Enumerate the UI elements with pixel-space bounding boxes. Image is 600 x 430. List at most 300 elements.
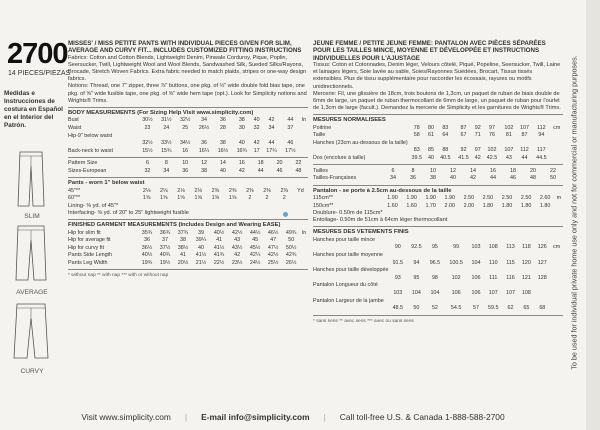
row-label: Back-neck to waist — [68, 147, 113, 154]
table-cell: 85 — [428, 147, 435, 154]
table-cell: 87 — [521, 132, 528, 139]
table-row — [68, 140, 308, 148]
table-cell: 128 — [537, 274, 547, 281]
table-cell — [454, 140, 472, 148]
table-cell — [550, 275, 563, 283]
finished-measurements-table — [68, 229, 308, 267]
table-cell — [389, 267, 408, 275]
table-cell — [534, 290, 550, 298]
pants-yardage-header: Pants - worn 1" below waist — [68, 180, 145, 187]
row-label — [313, 290, 389, 298]
table-cell: 83 — [442, 124, 449, 131]
table-cell — [468, 237, 484, 245]
row-label: Hanches pour taille développée — [313, 267, 389, 274]
table-cell: 16¾ — [236, 147, 248, 154]
table-cell: 112 — [537, 124, 546, 131]
table-cell — [195, 132, 214, 140]
row-label: 150cm** — [313, 202, 334, 209]
table-cell: 92.5 — [411, 244, 422, 251]
table-cell: 23½ — [231, 259, 243, 266]
table-cell: 107 — [504, 147, 514, 154]
table-cell: 108 — [521, 290, 531, 297]
table-cell: 2⅜ — [246, 187, 254, 194]
table-cell: 17¼ — [266, 147, 277, 154]
table-cell: 42½ — [231, 229, 243, 236]
table-cell: 54.5 — [450, 305, 462, 312]
table-cell: 95 — [413, 274, 420, 281]
table-cell — [484, 267, 503, 275]
slim-pants-drawing — [2, 148, 60, 210]
table-cell: cm — [553, 124, 561, 131]
table-cell — [532, 140, 550, 148]
table-cell: 42 — [268, 117, 275, 124]
table-cell: 37 — [287, 125, 294, 131]
table-cell: 49¾ — [285, 229, 297, 236]
table-cell: 46½ — [267, 229, 279, 236]
table-cell: 32 — [144, 167, 151, 174]
table-cell: 78 — [413, 124, 420, 131]
table-cell — [503, 297, 519, 305]
table-cell: 1.90 — [444, 195, 456, 202]
table-cell: 42 — [470, 175, 476, 182]
table-cell: 106 — [451, 290, 461, 297]
table-cell: 1.70 — [425, 202, 436, 209]
table-cell — [534, 252, 550, 260]
curvy-label: CURVY — [20, 368, 44, 375]
table-cell: 25 — [182, 125, 189, 131]
table-cell: 40 — [428, 155, 435, 162]
table-cell: 2.60 — [539, 195, 551, 202]
table-cell: 14 — [470, 167, 476, 174]
table-cell: 28 — [219, 125, 226, 131]
table-cell — [518, 252, 534, 260]
table-row — [68, 195, 308, 203]
table-cell: 17 — [253, 147, 260, 154]
table-cell: 102 — [504, 124, 514, 131]
table-cell: 62 — [507, 305, 514, 312]
row-label: Pants Side Length — [68, 252, 113, 259]
table-cell: 115 — [506, 259, 515, 266]
table-cell: 36 — [201, 140, 208, 147]
table-row — [313, 259, 563, 267]
table-cell: 1⅝ — [194, 195, 202, 202]
table-cell — [426, 252, 445, 260]
table-cell: 107 — [488, 290, 498, 297]
row-label: Poitrine — [313, 124, 332, 131]
table-cell: 113 — [506, 244, 515, 251]
table-cell: 2.00 — [444, 202, 456, 209]
table-cell: 46 — [276, 167, 283, 174]
table-row — [313, 132, 563, 140]
doublure-text: Doublure- 0.50m de 115cm* — [313, 210, 383, 217]
table-cell — [550, 132, 563, 140]
table-cell: 25½ — [267, 259, 279, 266]
table-cell: 1.90 — [406, 195, 417, 202]
entoilage-text: Entoilage- 0.50m de 51cm à 64cm léger thermocollant — [313, 217, 448, 224]
table-cell: 15¾ — [161, 147, 172, 154]
table-cell: 16½ — [217, 147, 229, 154]
table-cell: In — [301, 117, 307, 124]
pantalon-table — [313, 195, 563, 210]
row-label — [313, 147, 408, 155]
table-cell — [300, 237, 308, 245]
finis-table — [313, 237, 563, 313]
table-cell — [426, 237, 445, 245]
table-cell — [550, 252, 563, 260]
french-column — [313, 40, 563, 325]
table-cell: 22½ — [213, 259, 225, 266]
table-cell: 37½ — [159, 244, 171, 251]
table-cell: 50 — [288, 237, 295, 244]
table-cell — [281, 132, 300, 140]
table-cell: 24 — [163, 125, 170, 131]
table-cell — [300, 125, 308, 133]
table-cell — [550, 155, 563, 163]
table-cell — [138, 132, 157, 140]
table-cell — [550, 140, 563, 148]
table-cell: 22 — [295, 160, 302, 167]
table-cell: 50 — [550, 175, 556, 182]
table-cell: 44 — [490, 175, 496, 182]
table-cell: 2⅛ — [194, 187, 202, 194]
table-cell: 67 — [460, 132, 467, 139]
row-label: Hip for average fit — [68, 237, 111, 244]
table-cell: 21½ — [195, 259, 207, 266]
table-cell — [473, 140, 483, 148]
table-cell: 36 — [144, 237, 150, 244]
table-row — [313, 267, 563, 275]
table-cell: 40 — [450, 175, 456, 182]
slim-label: SLIM — [24, 213, 40, 220]
table-row — [313, 155, 563, 163]
table-cell: 2⅜ — [263, 187, 271, 194]
table-row — [313, 147, 563, 155]
table-cell — [517, 140, 533, 148]
table-cell — [534, 267, 550, 275]
table-cell: 35¾ — [141, 229, 153, 236]
row-label: Pantalon Largeur de la jambe — [313, 297, 384, 304]
table-cell: 58 — [413, 132, 420, 139]
table-cell: 1.80 — [501, 202, 513, 209]
table-cell: 2⅜ — [211, 187, 220, 194]
table-cell: 19½ — [159, 259, 171, 266]
table-cell: 12 — [450, 167, 456, 174]
table-cell — [484, 297, 503, 305]
table-cell — [407, 297, 426, 305]
table-cell — [444, 237, 468, 245]
table-cell: 104 — [430, 290, 440, 297]
table-cell: 19¾ — [141, 259, 153, 266]
table-cell — [484, 237, 503, 245]
table-cell: 1.80 — [539, 202, 551, 209]
mesures-header: MESURES NORMALISEES — [313, 117, 386, 124]
table-cell: 97 — [474, 147, 481, 154]
table-cell: 42 — [253, 140, 260, 147]
table-cell: 90 — [394, 244, 401, 251]
table-row — [68, 252, 308, 260]
table-cell: 26½ — [198, 125, 210, 131]
table-cell — [550, 305, 563, 313]
row-label — [313, 305, 389, 313]
table-cell: 41 — [216, 237, 223, 244]
table-cell: 1⅝ — [228, 195, 237, 202]
table-cell: 96.5 — [429, 259, 441, 266]
table-cell: m — [556, 195, 562, 202]
table-cell: 40½ — [141, 252, 153, 259]
table-cell — [251, 132, 262, 140]
pieces-count: 14 PIECES/PIEZAS — [8, 70, 71, 77]
footer-email[interactable]: E-mail info@simplicity.com — [201, 412, 310, 422]
table-cell — [300, 252, 308, 260]
table-cell: 2.00 — [463, 202, 475, 209]
footer-call: Call toll-free U.S. & Canada 1-888-588-2700 — [339, 412, 505, 422]
table-cell — [468, 267, 484, 275]
table-cell: 18 — [510, 167, 516, 174]
row-label: Pants Leg Width — [68, 259, 108, 266]
tissus-text: Tissus: Coton et Cotonnades, Denim léger, Velours côtelé, Piqué, Popeline, Seersucker, Twill, Laine et lainages légers, Soie lavée au sable, Soies/Rayonnes Suédées, Brocart, Tissus tissés extensibles. Plus de tissu supplémentaire pour raccorder les écossais, rayures ou motifs unidirectionnels. — [313, 61, 561, 90]
table-cell: 92 — [460, 147, 467, 154]
table-cell: 1.60 — [406, 202, 417, 209]
table-cell: 40.5 — [440, 155, 451, 162]
table-cell: 17½ — [285, 147, 296, 154]
table-cell: 1⅝ — [177, 195, 185, 202]
table-cell: 34 — [163, 167, 170, 174]
table-cell — [501, 140, 517, 148]
table-cell: 40 — [253, 117, 260, 124]
table-cell — [468, 297, 484, 305]
table-cell — [444, 267, 468, 275]
table-cell: 48 — [530, 175, 536, 182]
table-cell: 104 — [411, 290, 421, 297]
table-row — [68, 260, 308, 268]
table-row — [313, 125, 563, 133]
table-cell — [518, 237, 534, 245]
row-label: Tailles-Françaises — [313, 175, 357, 182]
table-cell: 38 — [219, 140, 226, 147]
table-cell: 43 — [505, 155, 512, 162]
table-cell: 61 — [428, 132, 435, 139]
table-cell: 10 — [430, 167, 436, 174]
footer: Visit www.simplicity.com | E-mail info@simplicity.com | Call toll-free U.S. & Canada 1-888-588-2700 — [81, 412, 505, 422]
table-cell: 106 — [471, 274, 481, 281]
pantalon-header: Pantalon - se porte à 2.5cm au-dessous de la taille — [313, 187, 452, 194]
table-cell: 34 — [390, 175, 396, 182]
table-cell: In — [301, 229, 307, 236]
tailles-table — [313, 167, 563, 182]
table-row — [313, 202, 563, 210]
table-cell: 37¾ — [177, 229, 189, 236]
table-cell: 20 — [530, 167, 536, 174]
table-cell: 80 — [428, 124, 435, 131]
table-cell — [518, 267, 534, 275]
table-cell — [389, 237, 408, 245]
row-label: Hip for curvy fit — [68, 244, 104, 251]
table-cell — [214, 132, 233, 140]
table-cell: 1⅝ — [160, 195, 168, 202]
table-cell: Yd — [297, 187, 304, 194]
table-cell: 2⅛ — [142, 187, 151, 194]
row-label: Hip for slim fit — [68, 229, 101, 236]
table-cell: 2⅜ — [228, 187, 237, 194]
table-cell: 108 — [488, 244, 498, 251]
table-cell — [550, 282, 563, 290]
english-title: MISSES' / MISS PETITE PANTS WITH INDIVIDUAL PIECES GIVEN FOR SLIM, AVERAGE AND CURVY FIT... INCLUDES CUSTOMIZED FITTING INSTRUCTIONS — [68, 40, 302, 55]
table-cell — [436, 140, 454, 148]
table-cell: 45 — [252, 237, 259, 244]
table-cell: 2 — [265, 195, 269, 202]
table-cell: 40 — [238, 140, 245, 147]
table-cell: 110 — [488, 259, 498, 266]
table-cell: 20½ — [177, 259, 189, 266]
table-cell: 39¼ — [195, 237, 207, 244]
table-row — [313, 140, 563, 148]
table-cell: 36½ — [141, 244, 153, 251]
table-cell — [503, 237, 519, 245]
table-cell: 42 — [238, 167, 245, 174]
table-cell: 30 — [238, 125, 245, 131]
table-row — [313, 244, 563, 252]
table-cell: 41½ — [195, 252, 207, 259]
table-row — [68, 160, 308, 168]
table-cell — [534, 237, 550, 245]
table-cell: 112 — [520, 147, 529, 154]
table-cell: 40¾ — [159, 252, 171, 259]
table-cell: 57 — [473, 305, 480, 312]
table-cell: 76 — [489, 132, 496, 139]
row-label: Taille — [313, 132, 326, 139]
table-cell: 44 — [268, 140, 275, 147]
table-cell: 2 — [282, 195, 286, 202]
table-cell: 59.5 — [488, 305, 499, 312]
average-pants-drawing — [2, 222, 60, 284]
mesures-table — [313, 125, 563, 163]
table-cell — [534, 297, 550, 305]
table-cell: 106 — [471, 290, 481, 297]
table-cell: 40 — [219, 167, 226, 174]
table-cell: 104 — [471, 259, 481, 266]
table-row — [68, 229, 308, 237]
table-cell: 12 — [201, 160, 208, 167]
table-row — [313, 290, 563, 298]
table-cell: 116 — [506, 274, 515, 281]
table-cell — [300, 148, 308, 156]
table-cell — [408, 140, 426, 148]
table-cell: 37 — [162, 237, 169, 244]
table-cell: 6 — [391, 167, 395, 174]
row-label: 45"** — [68, 187, 81, 194]
table-row — [313, 175, 563, 183]
table-cell: 24½ — [249, 259, 261, 266]
table-cell: 44 — [521, 155, 528, 162]
table-cell — [262, 132, 281, 140]
table-cell: 97 — [489, 124, 496, 131]
table-cell: 38½ — [177, 244, 189, 251]
table-cell: 15½ — [142, 147, 153, 154]
table-cell: 92 — [474, 124, 481, 131]
table-cell: 16 — [182, 147, 189, 154]
table-cell: 34 — [268, 125, 275, 131]
table-cell — [407, 267, 426, 275]
french-notes: * sans sens ** avec sens *** avec ou sans sens — [313, 318, 414, 324]
table-cell: 83 — [413, 147, 420, 154]
table-cell: 44 — [287, 117, 294, 124]
table-cell — [503, 282, 519, 290]
table-cell: 47 — [270, 237, 277, 244]
table-cell: 2.50 — [501, 195, 513, 202]
table-row — [68, 168, 308, 176]
table-cell: 93 — [394, 274, 401, 281]
table-row — [68, 148, 308, 156]
table-cell — [468, 252, 484, 260]
table-cell: 40½ — [213, 229, 225, 236]
table-cell — [407, 252, 426, 260]
table-cell: 2 — [248, 195, 252, 202]
table-row — [313, 305, 563, 313]
english-column — [68, 40, 308, 280]
table-cell: 31½ — [161, 117, 172, 124]
table-cell — [232, 132, 251, 140]
table-cell: 36 — [219, 117, 226, 124]
table-row — [68, 237, 308, 245]
table-cell: 48.5 — [392, 305, 404, 312]
table-cell: 2.50 — [482, 195, 494, 202]
row-label: Pattern Size — [68, 160, 98, 167]
table-row — [313, 195, 563, 203]
table-cell: 100.5 — [449, 259, 463, 266]
row-label: Hanches pour taille mince — [313, 236, 376, 243]
footer-visit[interactable]: Visit www.simplicity.com — [81, 412, 171, 422]
table-cell: 44.5 — [536, 155, 547, 162]
table-cell: 117 — [537, 147, 546, 154]
table-cell — [503, 252, 519, 260]
table-cell: 2.50 — [520, 195, 532, 202]
table-row — [68, 132, 308, 140]
table-cell: 39.5 — [411, 155, 423, 162]
table-cell: 64 — [442, 132, 449, 139]
table-cell — [407, 282, 426, 290]
table-cell: 43½ — [231, 244, 243, 251]
row-label — [68, 140, 138, 148]
table-cell — [389, 282, 408, 290]
table-cell: 36¾ — [159, 229, 171, 236]
table-cell: 6 — [145, 160, 149, 167]
table-row — [313, 167, 563, 175]
table-cell — [518, 297, 534, 305]
table-cell: 1.80 — [482, 202, 494, 209]
table-cell — [503, 267, 519, 275]
cursor-dot-icon — [283, 212, 288, 217]
table-cell — [389, 252, 408, 260]
row-label — [313, 259, 389, 267]
table-cell: 1.60 — [387, 202, 398, 209]
table-cell: 99 — [453, 244, 460, 251]
table-cell: 22 — [550, 167, 556, 174]
table-cell — [444, 282, 468, 290]
table-cell: 16 — [238, 160, 245, 167]
table-cell: 127 — [537, 259, 547, 266]
table-row — [313, 282, 563, 290]
table-cell: 1.90 — [425, 195, 436, 202]
table-cell: 65 — [523, 305, 530, 312]
table-row — [313, 252, 563, 260]
table-cell: 44½ — [249, 229, 261, 236]
pants-yardage-table — [68, 188, 308, 203]
table-cell — [426, 297, 445, 305]
finished-measurements-header: FINISHED GARMENT MEASUREMENTS (Includes Design and Wearing EASE) — [68, 222, 281, 229]
table-cell — [426, 282, 445, 290]
row-label: Sizes-European — [68, 167, 107, 174]
table-cell — [389, 297, 408, 305]
